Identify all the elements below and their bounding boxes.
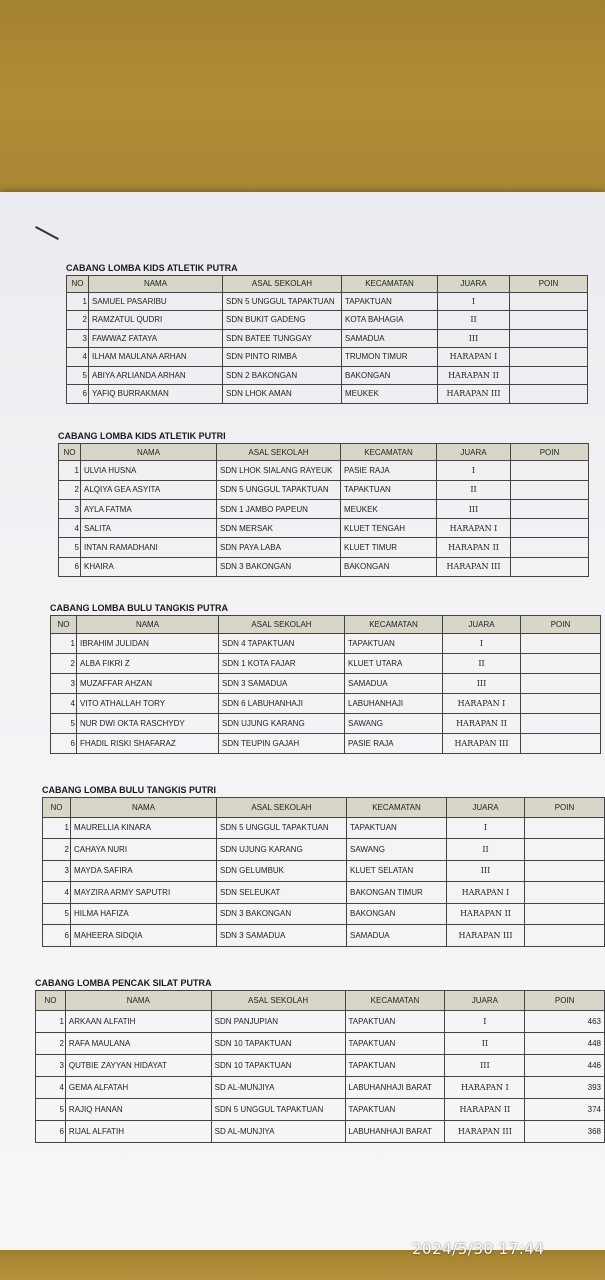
cell-poin [511,499,589,518]
cell-nama: RIJAL ALFATIH [65,1121,211,1143]
cell-poin [525,903,605,925]
table-row [36,1099,605,1121]
header-juara: JUARA [438,276,510,293]
cell-poin: 446 [525,1055,605,1077]
cell-poin [510,311,588,330]
cell-nama: FHADIL RISKI SHAFARAZ [77,734,219,754]
cell-asal: SDN PAYA LABA [217,538,341,557]
cell-asal: SDN 5 UNGGUL TAPAKTUAN [217,480,341,499]
cell-no: 4 [51,694,77,714]
header-asal: ASAL SEKOLAH [217,798,347,818]
cell-juara: III [443,674,521,694]
cell-nama: RAFA MAULANA [65,1033,211,1055]
cell-asal: SDN 1 JAMBO PAPEUN [217,499,341,518]
cell-juara: HARAPAN III [438,385,510,404]
header-row [36,991,605,1011]
cell-poin: 368 [525,1121,605,1143]
header-asal: ASAL SEKOLAH [223,276,342,293]
cell-kecamatan: BAKONGAN [342,366,438,385]
cell-no: 6 [51,734,77,754]
cell-kecamatan: TRUMON TIMUR [342,348,438,367]
cell-juara: III [445,1055,525,1077]
table-row [67,329,588,348]
cell-juara: I [443,634,521,654]
header-row [59,444,589,461]
cell-no: 4 [36,1077,66,1099]
cell-nama: QUTBIE ZAYYAN HIDAYAT [65,1055,211,1077]
cell-kecamatan: LABUHANHAJI [345,694,443,714]
header-no: NO [59,444,81,461]
cell-nama: FAWWAZ FATAYA [89,329,223,348]
table-row [67,292,588,311]
header-kecamatan: KECAMATAN [341,444,437,461]
table-row [67,348,588,367]
cell-no: 3 [67,329,89,348]
cell-nama: IBRAHIM JULIDAN [77,634,219,654]
cell-juara: I [445,1011,525,1033]
cell-juara: II [447,839,525,861]
cell-no: 1 [59,461,81,480]
cell-nama: MAYDA SAFIRA [71,860,217,882]
cell-asal: SDN 5 UNGGUL TAPAKTUAN [223,292,342,311]
header-poin: POIN [525,798,605,818]
results-table [58,443,589,577]
cell-kecamatan: TAPAKTUAN [341,480,437,499]
cell-asal: SDN MERSAK [217,519,341,538]
section-title: CABANG LOMBA KIDS ATLETIK PUTRA [66,263,238,273]
cell-kecamatan: TAPAKTUAN [345,1033,445,1055]
cell-juara: HARAPAN III [437,557,511,576]
cell-kecamatan: KLUET SELATAN [347,860,447,882]
cell-kecamatan: BAKONGAN TIMUR [347,882,447,904]
cell-asal: SDN 3 SAMADUA [217,925,347,947]
table-row [51,714,601,734]
cell-kecamatan: TAPAKTUAN [345,1055,445,1077]
cell-no: 2 [36,1033,66,1055]
cell-no: 5 [59,538,81,557]
cell-no: 1 [51,634,77,654]
cell-no: 4 [67,348,89,367]
table-row [43,817,605,839]
cell-no: 2 [59,480,81,499]
cell-asal: SDN PANJUPIAN [211,1011,345,1033]
header-juara: JUARA [443,616,521,634]
cell-kecamatan: KLUET TIMUR [341,538,437,557]
cell-kecamatan: SAMADUA [345,674,443,694]
table-row [36,1011,605,1033]
table-row [36,1033,605,1055]
cell-juara: HARAPAN II [443,714,521,734]
table-row [59,538,589,557]
cell-kecamatan: KLUET UTARA [345,654,443,674]
header-nama: NAMA [81,444,217,461]
cell-nama: VITO ATHALLAH TORY [77,694,219,714]
cell-nama: SALITA [81,519,217,538]
header-juara: JUARA [447,798,525,818]
cell-poin: 448 [525,1033,605,1055]
cell-nama: INTAN RAMADHANI [81,538,217,557]
results-table [66,275,588,404]
cell-nama: ILHAM MAULANA ARHAN [89,348,223,367]
cell-nama: ALQIYA GEA ASYITA [81,480,217,499]
cell-asal: SDN PINTO RIMBA [223,348,342,367]
cell-poin [525,925,605,947]
table-row [43,882,605,904]
cell-juara: HARAPAN II [445,1099,525,1121]
cell-poin [525,860,605,882]
cell-poin [510,366,588,385]
cell-juara: I [437,461,511,480]
table-row [36,1055,605,1077]
cell-kecamatan: KOTA BAHAGIA [342,311,438,330]
cell-kecamatan: BAKONGAN [347,903,447,925]
cell-juara: HARAPAN I [445,1077,525,1099]
table-row [67,366,588,385]
cell-poin: 393 [525,1077,605,1099]
table-row [51,694,601,714]
cell-juara: III [447,860,525,882]
cell-poin [521,694,601,714]
cell-no: 4 [43,882,71,904]
cell-juara: HARAPAN III [447,925,525,947]
cell-asal: SDN 5 UNGGUL TAPAKTUAN [211,1099,345,1121]
cell-nama: SAMUEL PASARIBU [89,292,223,311]
results-table [50,615,601,754]
cell-no: 3 [51,674,77,694]
table-row [67,311,588,330]
section-2 [58,431,589,577]
section-1 [66,263,588,404]
cell-juara: II [437,480,511,499]
cell-nama: CAHAYA NURI [71,839,217,861]
cell-no: 6 [36,1121,66,1143]
cell-no: 5 [36,1099,66,1121]
cell-poin [521,734,601,754]
cell-juara: HARAPAN I [447,882,525,904]
cell-juara: HARAPAN I [438,348,510,367]
cell-kecamatan: SAWANG [345,714,443,734]
cell-no: 6 [67,385,89,404]
table-row [67,385,588,404]
cell-nama: RAMZATUL QUDRI [89,311,223,330]
cell-no: 3 [43,860,71,882]
cell-kecamatan: BAKONGAN [341,557,437,576]
cell-no: 3 [36,1055,66,1077]
cell-nama: MUZAFFAR AHZAN [77,674,219,694]
table-row [43,925,605,947]
cell-asal: SDN LHOK AMAN [223,385,342,404]
header-nama: NAMA [71,798,217,818]
cell-juara: II [445,1033,525,1055]
header-poin: POIN [521,616,601,634]
cell-asal: SDN GELUMBUK [217,860,347,882]
table-row [59,557,589,576]
cell-kecamatan: TAPAKTUAN [342,292,438,311]
cell-asal: SDN TEUPIN GAJAH [219,734,345,754]
cell-nama: MAYZIRA ARMY SAPUTRI [71,882,217,904]
table-row [51,734,601,754]
table-row [43,903,605,925]
cell-juara: HARAPAN I [443,694,521,714]
cell-nama: AYLA FATMA [81,499,217,518]
cell-poin [525,882,605,904]
cell-nama: GEMA ALFATAH [65,1077,211,1099]
cell-juara: HARAPAN II [447,903,525,925]
header-row [51,616,601,634]
cell-kecamatan: LABUHANHAJI BARAT [345,1121,445,1143]
table-row [59,519,589,538]
cell-asal: SDN 3 BAKONGAN [217,557,341,576]
header-nama: NAMA [77,616,219,634]
cell-juara: HARAPAN II [437,538,511,557]
cell-juara: HARAPAN II [438,366,510,385]
cell-nama: MAHEERA SIDQIA [71,925,217,947]
cell-kecamatan: TAPAKTUAN [345,1099,445,1121]
cell-no: 4 [59,519,81,538]
header-kecamatan: KECAMATAN [345,616,443,634]
header-asal: ASAL SEKOLAH [211,991,345,1011]
results-table [35,990,605,1143]
cell-juara: HARAPAN III [443,734,521,754]
cell-poin [510,292,588,311]
header-no: NO [43,798,71,818]
section-title: CABANG LOMBA KIDS ATLETIK PUTRI [58,431,226,441]
cell-juara: I [438,292,510,311]
cell-poin [510,385,588,404]
cell-poin [521,674,601,694]
cell-poin [525,817,605,839]
cell-kecamatan: TAPAKTUAN [347,817,447,839]
cell-poin [525,839,605,861]
cell-nama: NUR DWI OKTA RASCHYDY [77,714,219,734]
cell-asal: SDN 2 BAKONGAN [223,366,342,385]
header-nama: NAMA [89,276,223,293]
cell-no: 2 [51,654,77,674]
header-row [43,798,605,818]
cell-asal: SDN 10 TAPAKTUAN [211,1055,345,1077]
cell-no: 3 [59,499,81,518]
cell-no: 6 [59,557,81,576]
cell-kecamatan: LABUHANHAJI BARAT [345,1077,445,1099]
table-row [36,1121,605,1143]
header-no: NO [36,991,66,1011]
header-row [67,276,588,293]
cell-nama: KHAIRA [81,557,217,576]
table-row [59,480,589,499]
cell-kecamatan: TAPAKTUAN [345,1011,445,1033]
cell-asal: SD AL-MUNJIYA [211,1077,345,1099]
cell-kecamatan: PASIE RAJA [345,734,443,754]
cell-nama: ABIYA ARLIANDA ARHAN [89,366,223,385]
header-juara: JUARA [445,991,525,1011]
cell-poin [511,480,589,499]
cell-poin [511,519,589,538]
table-row [36,1077,605,1099]
cell-nama: RAJIQ HANAN [65,1099,211,1121]
cell-no: 5 [43,903,71,925]
cell-asal: SDN BATEE TUNGGAY [223,329,342,348]
cell-kecamatan: MEUKEK [341,499,437,518]
table-row [51,634,601,654]
cell-asal: SD AL-MUNJIYA [211,1121,345,1143]
cell-no: 5 [51,714,77,734]
cell-no: 1 [43,817,71,839]
cell-no: 5 [67,366,89,385]
table-row [51,674,601,694]
table-row [51,654,601,674]
cell-poin [521,634,601,654]
section-title: CABANG LOMBA BULU TANGKIS PUTRA [50,603,228,613]
photo-timestamp: 2024/5/30 17:44 [412,1240,545,1258]
section-5 [35,978,605,1143]
cell-no: 1 [67,292,89,311]
cell-nama: ULVIA HUSNA [81,461,217,480]
header-kecamatan: KECAMATAN [347,798,447,818]
header-kecamatan: KECAMATAN [342,276,438,293]
cell-nama: YAFIQ BURRAKMAN [89,385,223,404]
cell-juara: HARAPAN III [445,1121,525,1143]
table-row [43,839,605,861]
cell-kecamatan: PASIE RAJA [341,461,437,480]
header-nama: NAMA [65,991,211,1011]
header-asal: ASAL SEKOLAH [217,444,341,461]
cell-nama: MAURELLIA KINARA [71,817,217,839]
cell-asal: SDN 5 UNGGUL TAPAKTUAN [217,817,347,839]
cell-kecamatan: SAMADUA [347,925,447,947]
cell-asal: SDN 3 SAMADUA [219,674,345,694]
header-poin: POIN [511,444,589,461]
section-4 [42,785,605,947]
cell-asal: SDN UJUNG KARANG [219,714,345,734]
cell-juara: II [438,311,510,330]
cell-asal: SDN SELEUKAT [217,882,347,904]
cell-juara: HARAPAN I [437,519,511,538]
cell-nama: ARKAAN ALFATIH [65,1011,211,1033]
cell-poin: 374 [525,1099,605,1121]
cell-poin [511,461,589,480]
cell-kecamatan: SAMADUA [342,329,438,348]
cell-juara: III [437,499,511,518]
table-row [59,461,589,480]
section-3 [50,603,601,754]
cell-poin: 463 [525,1011,605,1033]
cell-nama: HILMA HAFIZA [71,903,217,925]
cell-juara: III [438,329,510,348]
cell-poin [511,557,589,576]
cell-asal: SDN 6 LABUHANHAJI [219,694,345,714]
header-juara: JUARA [437,444,511,461]
cell-kecamatan: TAPAKTUAN [345,634,443,654]
cell-asal: SDN LHOK SIALANG RAYEUK [217,461,341,480]
cell-poin [511,538,589,557]
cell-no: 2 [43,839,71,861]
cell-asal: SDN BUKIT GADENG [223,311,342,330]
header-poin: POIN [510,276,588,293]
cell-poin [510,348,588,367]
header-poin: POIN [525,991,605,1011]
cell-poin [510,329,588,348]
cell-asal: SDN UJUNG KARANG [217,839,347,861]
section-title: CABANG LOMBA BULU TANGKIS PUTRI [42,785,216,795]
cell-no: 2 [67,311,89,330]
header-kecamatan: KECAMATAN [345,991,445,1011]
header-no: NO [67,276,89,293]
cell-asal: SDN 10 TAPAKTUAN [211,1033,345,1055]
cell-kecamatan: KLUET TENGAH [341,519,437,538]
cell-no: 6 [43,925,71,947]
cell-nama: ALBA FIKRI Z [77,654,219,674]
cell-juara: I [447,817,525,839]
cell-poin [521,714,601,734]
header-no: NO [51,616,77,634]
table-row [59,499,589,518]
cell-kecamatan: SAWANG [347,839,447,861]
cell-kecamatan: MEUKEK [342,385,438,404]
results-table [42,797,605,947]
section-title: CABANG LOMBA PENCAK SILAT PUTRA [35,978,212,988]
table-row [43,860,605,882]
cell-juara: II [443,654,521,674]
header-asal: ASAL SEKOLAH [219,616,345,634]
cell-poin [521,654,601,674]
cell-asal: SDN 4 TAPAKTUAN [219,634,345,654]
cell-asal: SDN 1 KOTA FAJAR [219,654,345,674]
cell-asal: SDN 3 BAKONGAN [217,903,347,925]
cell-no: 1 [36,1011,66,1033]
